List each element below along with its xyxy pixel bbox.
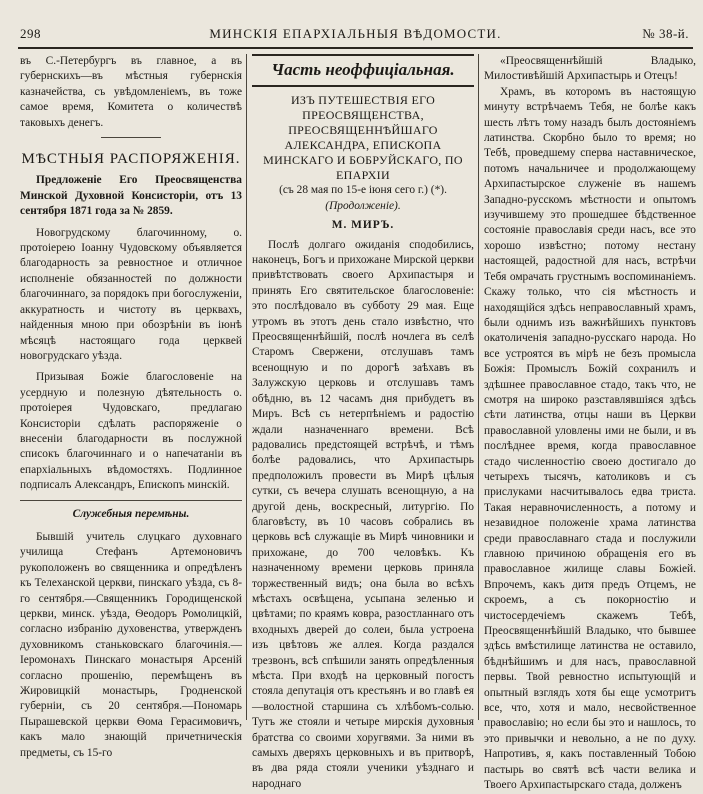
header-rule: [18, 47, 693, 49]
paragraph: Новогрудскому благочинному, о. протоіерею Іоанну Чудовскому объявляется благодарность за ревностное и отличное исполненіе обязанностей по должности благочиннаго, за порядокъ при богослуженіи, аккуратность и чистоту въ церквахъ, найденныя мною при обозрѣніи въ іюнѣ мѣсяцѣ настоящаго года церквей новогрудскаго уѣзда.: [20, 226, 242, 362]
paragraph: Храмъ, въ которомъ въ настоящую минуту встрѣчаемъ Тебя, не болѣе какъ шесть лѣтъ тому назадъ былъ достояніемъ латинства. Скорбно было то время; но Тебѣ, проведшему сперва наставническое, потомъ начальничее и продолжающему Архипастырское служеніе въ нашемъ Западно-русскомъ мѣстности и опытомъ изучившему это прошедшее бѣдственное состояніе православія среди насъ, все это хорошо извѣстно; потому нестану настоящей, радостной для насъ, встрѣчи Тебя омрачать грустнымъ воспоминаніемъ. Скажу только, что сія мѣстность и находящійся здѣсь неправославный храмъ, были однимъ изъ важнѣйшихъ пунктовъ окатоличенія западно-русскаго народа. Но все устроятся въ мірѣ не безъ промысла Божія: Промыслъ Божій сохранилъ и здѣшнее православное стадо, такъ что, не смотря на широко разставлявшіяся здѣсь сѣти латинства, отцы наши въ Церкви православной уловлены ими не были, и въ послѣднее время, когда православное стадо численностію своею достигало до четырехъ тысячъ, католиковъ и съ прислуками насчитывалось едва триста. Такая неравночисленность, а потому и незавидное положеніе храма латинства среди православнаго стада и послужили главною причиною обращенія его въ православное жилище славы Божіей. Впрочемъ, какъ дитя предъ Отцемъ, не скроемъ, а съ покорностію и чистосердечіемъ скажемъ Тебѣ, Преосвященнѣйшій Владыко, что бывшее здѣсь вмѣстилище латинства не оставило, бѣднѣйшимъ и для насъ, православной первы. Твой ревностно испытующій и опытный взглядъ хотя бы еще усмотритъ все, что, хотя и мало, несвойственное православію; но если бы это и нашлось, то это привычки и невольно, а не по духу. Напротивъ, я, какъ поставленный Тобою пастырь во святѣ всѣ части велика и Твоего Архипастырскаго стада, долженъ: [484, 85, 696, 792]
page-number: 298: [20, 26, 41, 41]
paragraph: Послѣ долгаго ожиданія сподобились, наконецъ, Богъ и прихожане Мирской церкви привѣтствовать своего Архипастыря и принять Его святительское благословеніе: это послѣдовало въ субботу 29 мая. Еще утромъ въ этотъ день стало извѣстно, что Преосвященнѣйшій, послѣ ночлега въ селѣ Старомъ Свержени, отслушавъ тамъ всенощную и по дорогѣ заѣхавъ въ Залужскую церковь и отслушавъ тамъ обѣдню, въ 12 часамъ дня прибудетъ въ Миръ. Всѣ съ нетерпѣніемъ и радостію ждали назначеннаго времени. Всѣ радовались предстоящей встрѣчѣ, и тѣмъ болѣе радовались, что Архипастырь предположилъ провести въ Мирѣ цѣлыя сутки, съ вечера слушать всенощную, а на другой день, воскресный, литургію. По благовѣсту, въ 10 часовъ собрались въ церковь всѣ служащіе въ Мирѣ чиновники и прихожане, до 700 человѣкъ. Къ назначенному времени церковь приняла торжественный видъ; она была во всѣхъ мѣстахъ освѣщена, усыпана зеленью и цвѣтами; по краямъ ковра, разостланнаго отъ входныхъ дверей до солеи, была устроена изъ цвѣтовъ же аллея. Когда раздался трезвонъ, всѣ спѣшили занять опредѣленныя мѣста. При входѣ на церковный погостъ стояла депутація отъ крестьянъ и во главѣ ея—волостной старшина съ хлѣбомъ-солью. Тутъ же стояли и четыре мирскія духовныя братства со своими хоругвями. За ними въ самыхъ дверяхъ церковныхъ и въ притворѣ, въ два ряда стояли ученики уѣзднаго и народнаго: [252, 238, 474, 790]
paragraph: Бывшій учитель слуцкаго духовнаго училища Стефанъ Артемоновичъ рукоположенъ во священника и опредѣленъ къ Телеханской церкви, пинскаго уѣзда, съ 8-го сентября.—Священникъ Городищенской церкви, минск. уѣзда, Ѳеодоръ Ромолицкій, согласно избранію духовенства, утвержденъ духовникомъ станьковскаго благочинія.—Іеромонахъ Пинскаго монастыря Арсеній согласно прошенію, перемѣщенъ въ Жировицкій монастырь, Гродненской губерніи, съ 20 сентября.—Пономарь Пырашевской церкви Ѳома Герасимовичъ, какъ мало знающій причетническія предметы, съ 15-го: [20, 530, 242, 759]
column-divider: [246, 54, 247, 720]
article-title: ИЗЪ ПУТЕШЕСТВІЯ ЕГО ПРЕОСВЯЩЕНСТВА, ПРЕОСВЯЩЕННѢЙШАГО АЛЕКСАНДРА, ЕПИСКОПА МИНСКАГО И БОБРУЙСКАГО, ПО ЕПАРХІИ: [263, 93, 463, 183]
article-dates: (съ 28 мая по 15-е іюня сего г.) (*).: [279, 184, 447, 197]
column-3: [484, 54, 696, 792]
column-divider: [478, 54, 479, 720]
column-1: [20, 54, 242, 759]
separator: [101, 137, 161, 138]
proposal-heading: Предложеніе Его Преосвященства Минской Духовной Консисторіи, отъ 13 сентября 1871 года за № 2859.: [20, 174, 242, 218]
column-2: [252, 54, 474, 790]
paragraph: въ С.-Петербургъ въ главное, а въ губернскихъ—въ мѣстныя губернскія казначейства, съ увѣдомленіемъ, въ тоже самое время, Комитета о количествѣ таковыхъ денегъ.: [20, 55, 242, 129]
page-header: [18, 22, 693, 46]
separator: [20, 500, 242, 501]
paragraph: Призывая Божіе благословеніе на усердную и полезную дѣятельность о. протоіерея Чудовскаго, предлагаю Консисторіи сдѣлать распоряженіе о внесеніи благодарности въ послужной списокъ благочиннаго и о напечатаніи въ епархіальныхъ вѣдомостяхъ. Подлинное подписалъ Александръ, Епископъ минскій.: [20, 371, 242, 492]
issue-number: № 38-й.: [642, 26, 689, 41]
journal-title: МИНСКІЯ ЕПАРХІАЛЬНЫЯ ВѢДОМОСТИ.: [209, 26, 502, 41]
part-title: Часть неоффиціальная.: [252, 54, 474, 87]
place-heading: М. МИРЪ.: [331, 219, 395, 232]
continuation-note: (Продолженіе).: [325, 199, 401, 212]
paragraph: «Преосвященнѣйшій Владыко, Милостивѣйшій Архипастырь и Отецъ!: [484, 55, 696, 83]
subsection-heading: Служебныя перемѣны.: [72, 507, 190, 520]
section-heading: МѢСТНЫЯ РАСПОРЯЖЕНІЯ.: [21, 151, 241, 168]
